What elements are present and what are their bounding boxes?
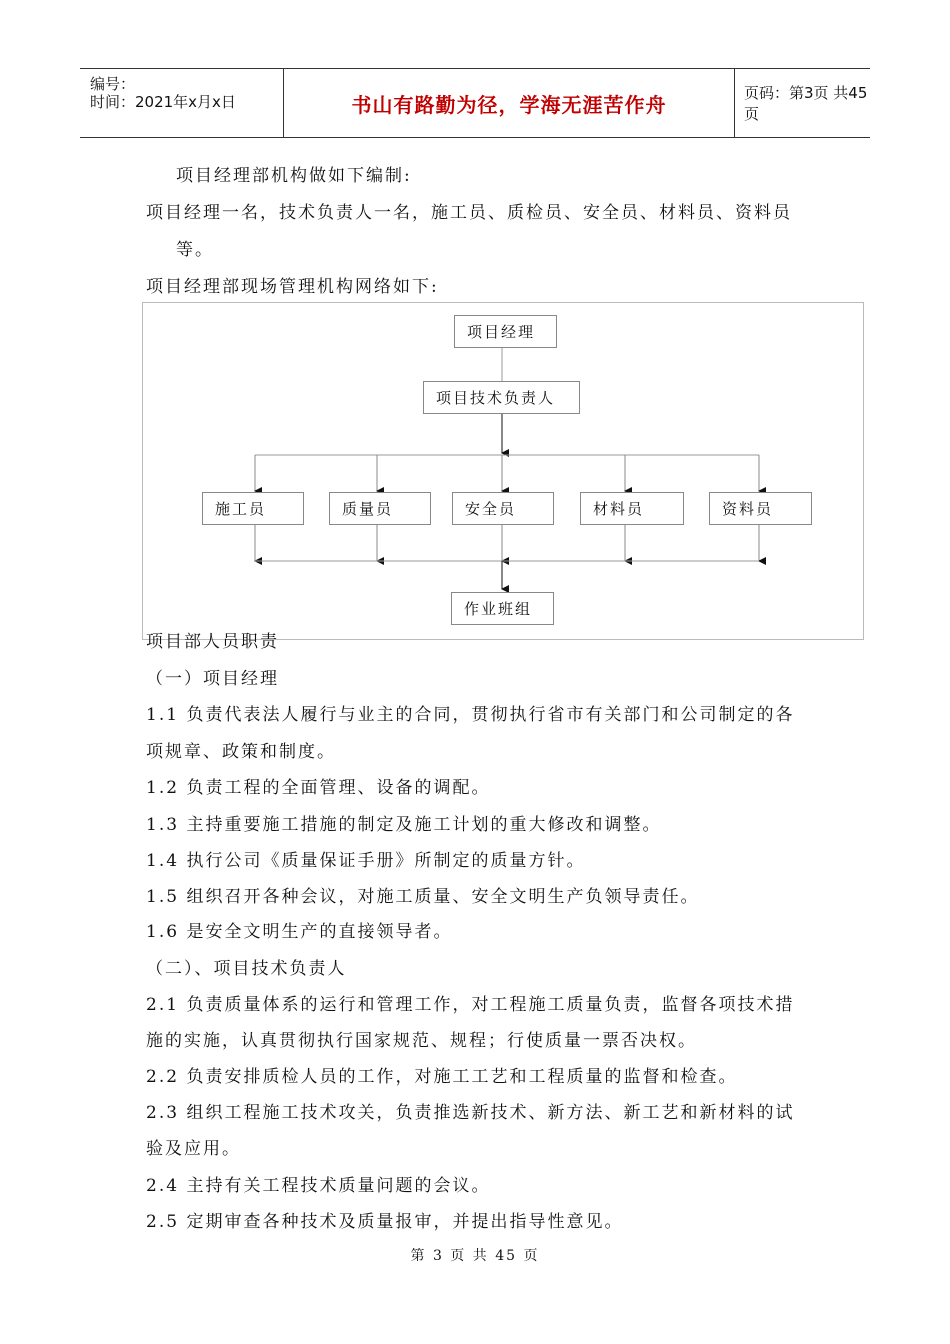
number-label: 编号： [90, 75, 136, 93]
intro-line-4: 项目经理部现场管理机构网络如下: [146, 277, 439, 297]
org-node-project-manager: 项目经理 [454, 315, 557, 348]
org-node-records-officer: 资料员 [709, 492, 812, 525]
org-node-work-team: 作业班组 [451, 592, 554, 625]
s2-item-3a: 2.3 组织工程施工技术攻关，负责推选新技术、新方法、新工艺和新材料的试 [146, 1103, 795, 1123]
s1-heading: （一）项目经理 [146, 669, 279, 689]
intro-line-2: 项目经理一名，技术负责人一名，施工员、质检员、安全员、材料员、资料员 [146, 203, 792, 223]
s1-item-1b: 项规章、政策和制度。 [146, 742, 336, 762]
document-header [80, 68, 870, 138]
s1-item-1a: 1.1 负责代表法人履行与业主的合同，贯彻执行省市有关部门和公司制定的各 [146, 705, 795, 725]
s1-item-6: 1.6 是安全文明生产的直接领导者。 [146, 922, 453, 942]
s2-item-5: 2.5 定期审查各种技术及质量报审，并提出指导性意见。 [146, 1212, 624, 1232]
s2-heading: （二）、项目技术负责人 [146, 959, 347, 979]
section-title: 项目部人员职责 [146, 632, 279, 652]
motto: 书山有路勤为径，学海无涯苦作舟 [351, 92, 667, 117]
page-footer: 第 3 页 共 45 页 [410, 1248, 540, 1264]
org-node-construction-worker: 施工员 [202, 492, 304, 525]
header-left-cell [80, 69, 283, 137]
org-node-safety-officer: 安全员 [452, 492, 554, 525]
s1-item-3: 1.3 主持重要施工措施的制定及施工计划的重大修改和调整。 [146, 815, 662, 835]
s2-item-4: 2.4 主持有关工程技术质量问题的会议。 [146, 1176, 491, 1196]
org-node-materials-officer: 材料员 [580, 492, 684, 525]
header-center-cell [283, 69, 735, 137]
intro-line-3: 等。 [176, 240, 214, 260]
s2-item-1a: 2.1 负责质量体系的运行和管理工作，对工程施工质量负责，监督各项技术措 [146, 995, 795, 1015]
intro-line-1: 项目经理部机构做如下编制: [176, 166, 412, 186]
s1-item-4: 1.4 执行公司《质量保证手册》所制定的质量方针。 [146, 851, 586, 871]
header-right-cell [734, 69, 870, 137]
time-label: 时间：2021年x月x日 [90, 93, 236, 111]
page-info: 页码：第3页 共45页 [744, 84, 868, 123]
s1-item-5: 1.5 组织召开各种会议，对施工质量、安全文明生产负领导责任。 [146, 887, 700, 907]
s2-item-3b: 验及应用。 [146, 1139, 241, 1159]
s1-item-2: 1.2 负责工程的全面管理、设备的调配。 [146, 778, 491, 798]
org-node-quality-inspector: 质量员 [329, 492, 431, 525]
s2-item-1b: 施的实施，认真贯彻执行国家规范、规程；行使质量一票否决权。 [146, 1031, 697, 1051]
org-chart-connectors [143, 303, 863, 639]
org-chart [142, 302, 864, 640]
s2-item-2: 2.2 负责安排质检人员的工作，对施工工艺和工程质量的监督和检查。 [146, 1067, 738, 1087]
org-node-technical-lead: 项目技术负责人 [423, 381, 580, 414]
